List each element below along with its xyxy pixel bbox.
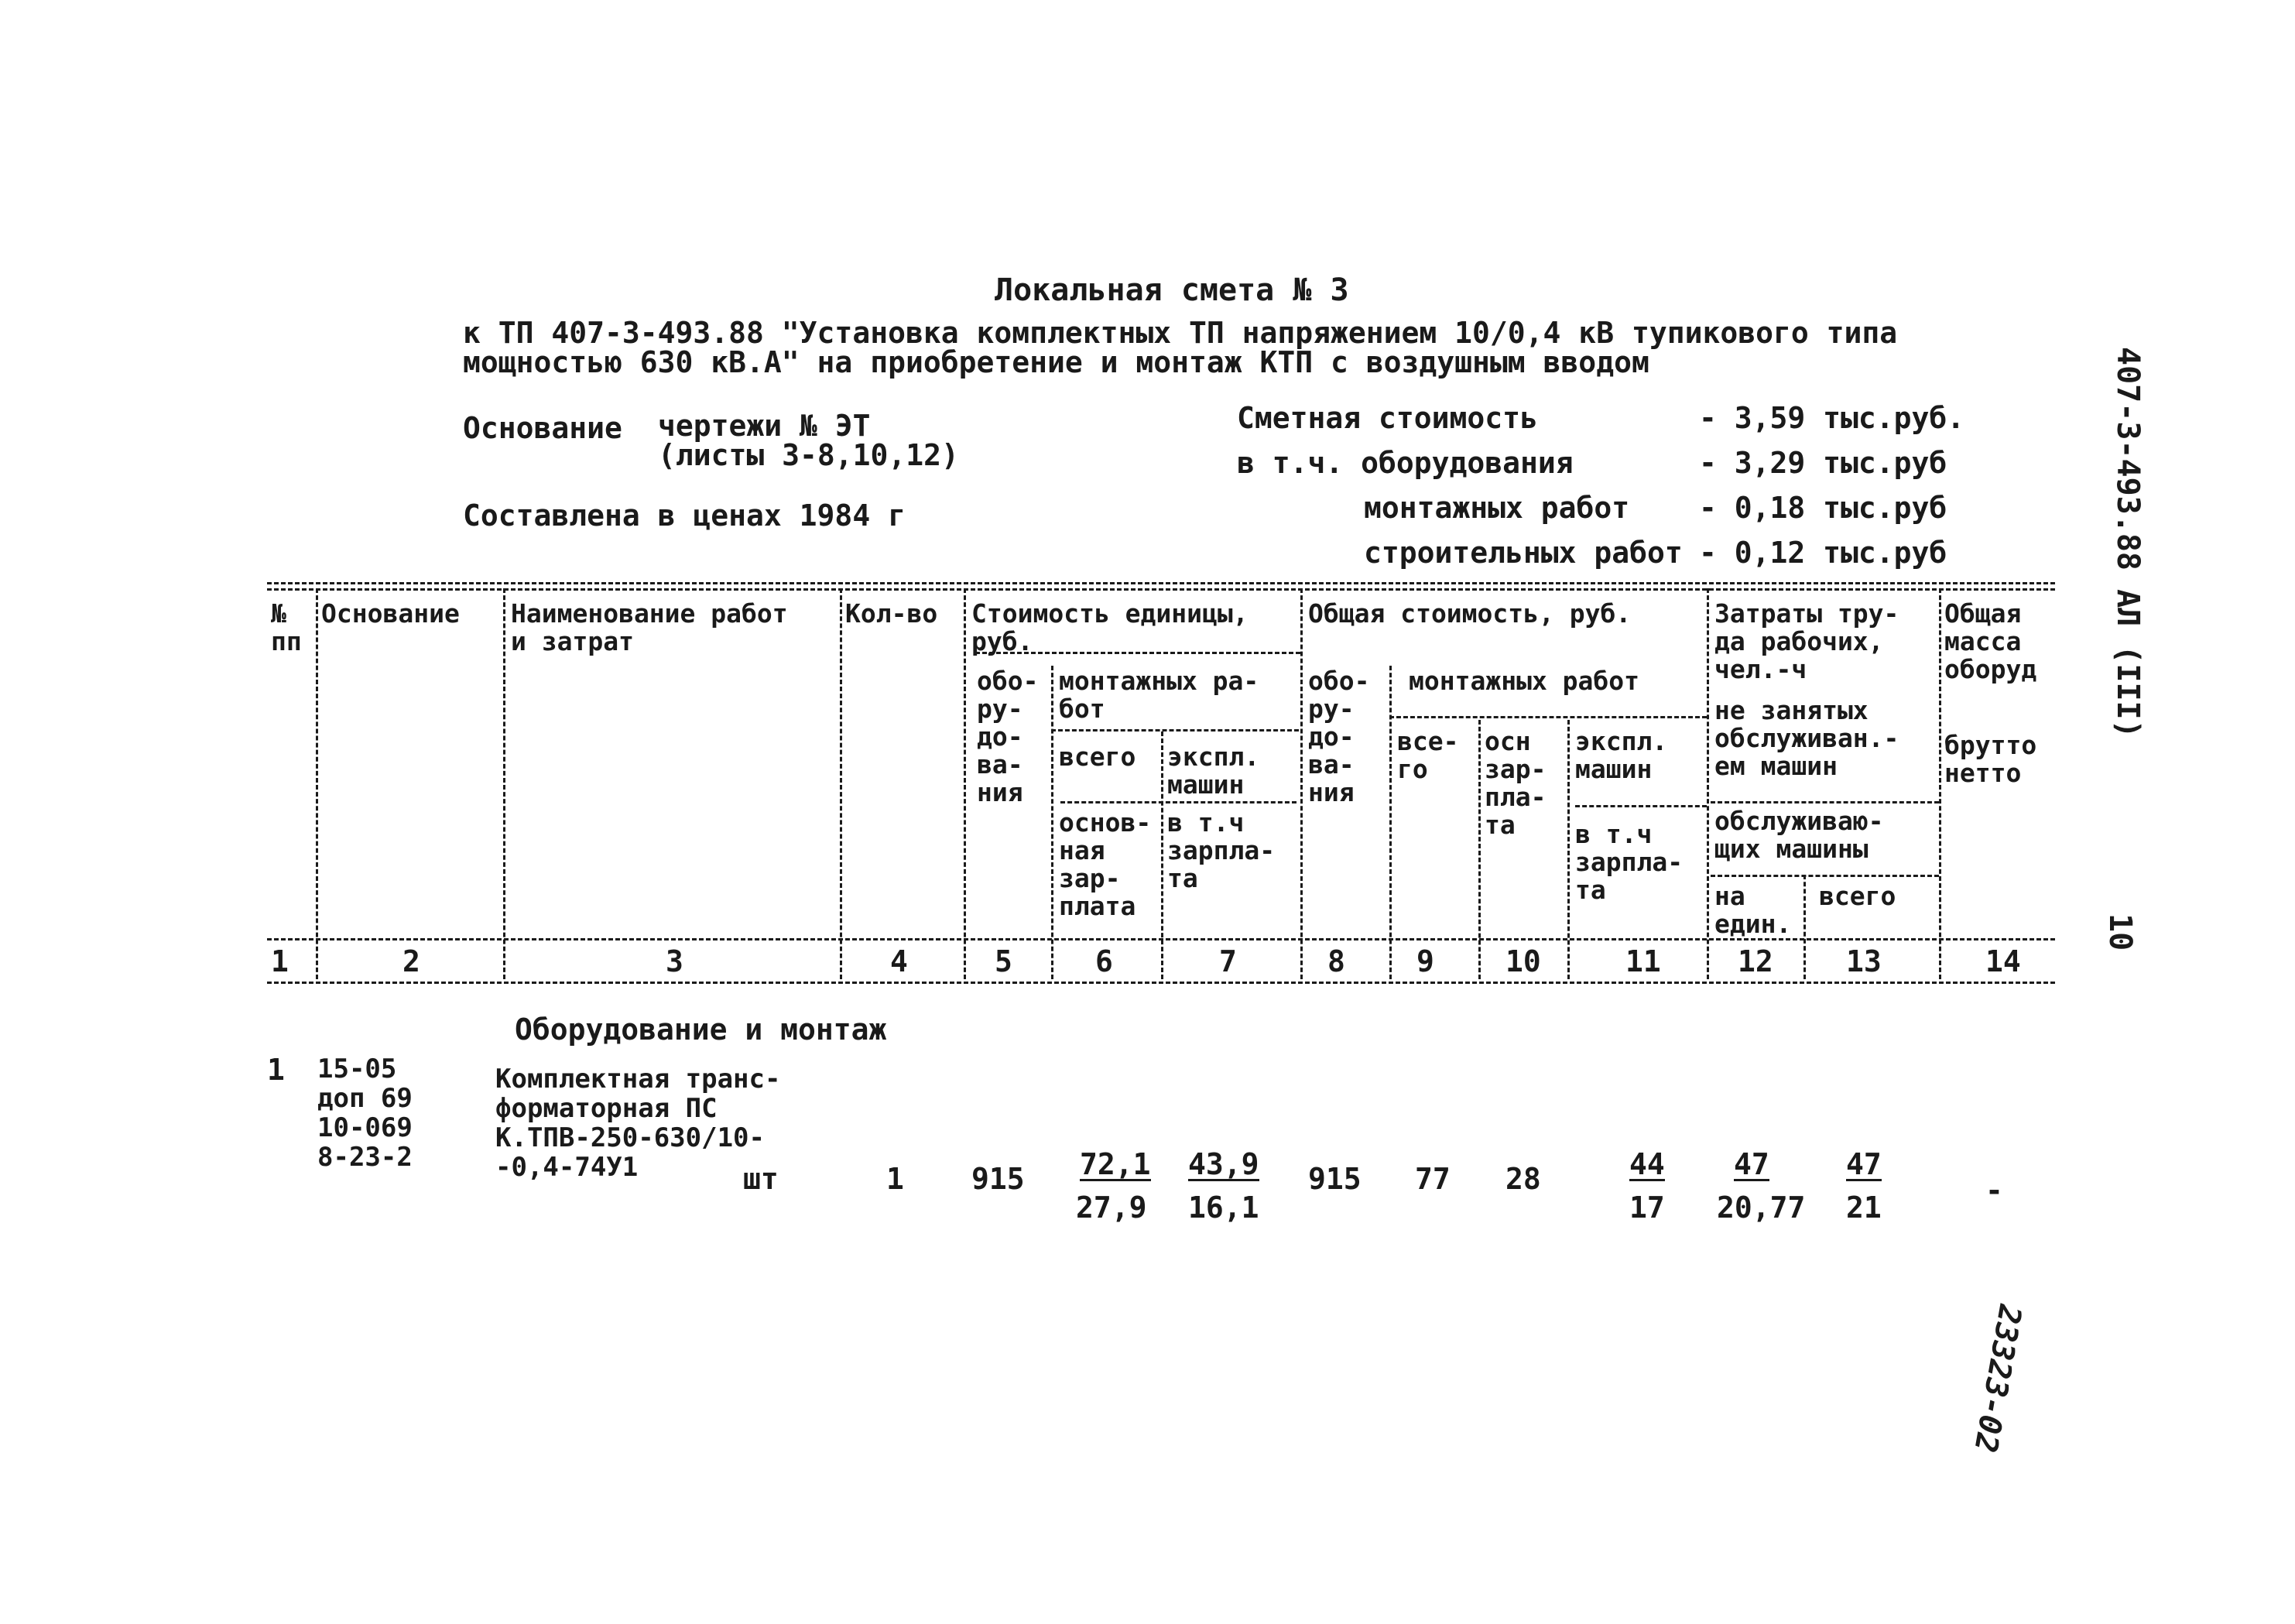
col-num-8: 8 <box>1327 944 1345 978</box>
col-divider-10 <box>1567 720 1570 979</box>
document-title: Локальная смета № 3 <box>995 272 1349 308</box>
header-labor-per-unit: на един. <box>1714 881 1792 939</box>
row-labor-machines-per-unit: 20,77 <box>1717 1191 1806 1225</box>
row-unit-machines: 43,9 <box>1188 1147 1259 1181</box>
row-unit-machines-salary: 16,1 <box>1188 1191 1259 1225</box>
col-num-10: 10 <box>1505 944 1541 978</box>
archive-stamp: 23323-02 <box>1967 1302 2028 1455</box>
rule-labor-mid <box>1711 801 1939 803</box>
cost-building-label: строительных работ <box>1364 536 1683 570</box>
header-total-base-salary: осн зар- пла- та <box>1485 726 1547 840</box>
col-num-7: 7 <box>1219 944 1237 978</box>
header-labor-total: всего <box>1819 881 1896 911</box>
col-num-12: 12 <box>1738 944 1773 978</box>
row-number: 1 <box>267 1053 285 1087</box>
side-document-code: 407-3-493.88 АЛ (III) <box>2110 347 2146 738</box>
header-qty: Кол-во <box>845 598 938 629</box>
cost-total-value: - 3,59 тыс.руб. <box>1699 401 1965 435</box>
row-labor-machines-total: 21 <box>1846 1191 1882 1225</box>
cost-mounting-value: - 0,18 тыс.руб <box>1699 491 1947 525</box>
row-total-base-salary: 28 <box>1505 1162 1541 1196</box>
col-divider-6 <box>1161 731 1163 979</box>
col-num-14: 14 <box>1985 944 2021 978</box>
col-divider-11 <box>1707 588 1709 979</box>
header-total-all: все- го <box>1397 726 1459 784</box>
row-unit-equipment: 915 <box>971 1162 1025 1196</box>
row-labor-total: 47 <box>1846 1147 1882 1181</box>
row-mass: - <box>1985 1173 2003 1208</box>
row-labor-per-unit: 47 <box>1734 1147 1769 1181</box>
col-divider-8 <box>1389 666 1392 979</box>
col-divider-5 <box>1051 666 1053 979</box>
col-num-4: 4 <box>890 944 908 978</box>
page-number: 10 <box>2102 913 2138 951</box>
col-divider-13 <box>1939 588 1941 979</box>
row-total-machines-salary: 17 <box>1629 1191 1665 1225</box>
row-name: Комплектная транс- форматорная ПС К.ТПВ-250-630/10- -0,4-74У1 <box>495 1064 781 1183</box>
table-top-border-2 <box>267 588 2055 591</box>
header-total-mounting: монтажных работ <box>1409 666 1640 696</box>
col-divider-9 <box>1478 720 1481 979</box>
col-num-1: 1 <box>271 944 289 978</box>
rule-mounting-total <box>1389 716 1707 718</box>
cost-total-label: Сметная стоимость <box>1237 401 1538 435</box>
row-unit: шт <box>743 1162 779 1196</box>
col-num-5: 5 <box>995 944 1012 978</box>
col-num-6: 6 <box>1095 944 1113 978</box>
header-name: Наименование работ и затрат <box>511 598 788 656</box>
col-num-11: 11 <box>1625 944 1661 978</box>
col-num-13: 13 <box>1846 944 1882 978</box>
header-mass: Общая масса оборуд <box>1944 598 2037 684</box>
basis-label: Основание <box>463 411 622 445</box>
rule-numbers-bottom <box>267 982 2055 984</box>
document-subtitle-line2: мощностью 630 кВ.А" на приобретение и монтаж КТП с воздушным вводом <box>463 345 1649 379</box>
row-basis: 15-05 доп 69 10-069 8-23-2 <box>317 1054 413 1173</box>
rule-exp-sub <box>1575 805 1707 807</box>
row-unit-base-salary: 27,9 <box>1076 1191 1147 1225</box>
col-num-2: 2 <box>402 944 420 978</box>
row-total-machines: 44 <box>1629 1147 1665 1181</box>
header-unit-machines: экспл. машин <box>1167 742 1260 800</box>
header-unit-mounting: монтажных ра- бот <box>1059 666 1259 724</box>
header-labor-machines: обслуживаю- щих машины <box>1714 806 1884 864</box>
header-total-machines-salary: в т.ч зарпла- та <box>1575 819 1684 905</box>
table-top-border <box>267 582 2055 584</box>
row-total-mounting: 77 <box>1415 1162 1451 1196</box>
document-subtitle-line1: к ТП 407-3-493.88 "Установка комплектных ТП напряжением 10/0,4 кВ тупикового типа <box>463 316 1898 350</box>
header-labor-not-machines: не занятых обслуживан.- ем машин <box>1714 695 1899 781</box>
header-unit-equipment: обо- ру- до- ва- ния <box>977 666 1039 807</box>
compiled-prices: Составлена в ценах 1984 г <box>463 499 906 533</box>
row-unit-mounting-total: 72,1 <box>1080 1147 1151 1181</box>
col-divider-3 <box>840 588 842 979</box>
cost-mounting-label: монтажных работ <box>1364 491 1630 525</box>
col-divider-4 <box>964 588 966 979</box>
col-divider-2 <box>503 588 505 979</box>
cost-equipment-label: в т.ч. оборудования <box>1237 446 1574 480</box>
rule-labor-sub <box>1711 875 1939 877</box>
col-divider-1 <box>316 588 318 979</box>
header-total-equipment: обо- ру- до- ва- ния <box>1308 666 1370 807</box>
row-total-equipment: 915 <box>1308 1162 1362 1196</box>
cost-building-value: - 0,12 тыс.руб <box>1699 536 1947 570</box>
header-total-machines: экспл. машин <box>1575 726 1668 784</box>
header-basis: Основание <box>321 598 460 629</box>
header-unit-base-salary: основ- ная зар- плата <box>1059 807 1152 921</box>
rule-mounting-unit <box>1051 729 1299 731</box>
section-heading: Оборудование и монтаж <box>515 1012 887 1047</box>
col-num-3: 3 <box>666 944 683 978</box>
col-divider-12 <box>1803 875 1806 979</box>
header-mass-gross-net: брутто нетто <box>1944 730 2037 788</box>
header-unit-total: всего <box>1059 742 1136 772</box>
header-labor: Затраты тру- да рабочих, чел.-ч <box>1714 598 1899 684</box>
col-num-9: 9 <box>1416 944 1434 978</box>
header-no: № пп <box>271 598 302 656</box>
basis-value-1: чертежи № ЭТ <box>658 409 871 443</box>
header-total-cost: Общая стоимость, руб. <box>1308 598 1632 629</box>
cost-equipment-value: - 3,29 тыс.руб <box>1699 446 1947 480</box>
row-qty: 1 <box>886 1162 904 1196</box>
basis-value-2: (листы 3-8,10,12) <box>658 438 959 472</box>
header-unit-machines-salary: в т.ч зарпла- та <box>1167 807 1276 893</box>
rule-unit-sub <box>1060 801 1297 803</box>
col-divider-7 <box>1300 588 1303 979</box>
header-unit-cost: Стоимость единицы, руб. <box>971 598 1249 656</box>
